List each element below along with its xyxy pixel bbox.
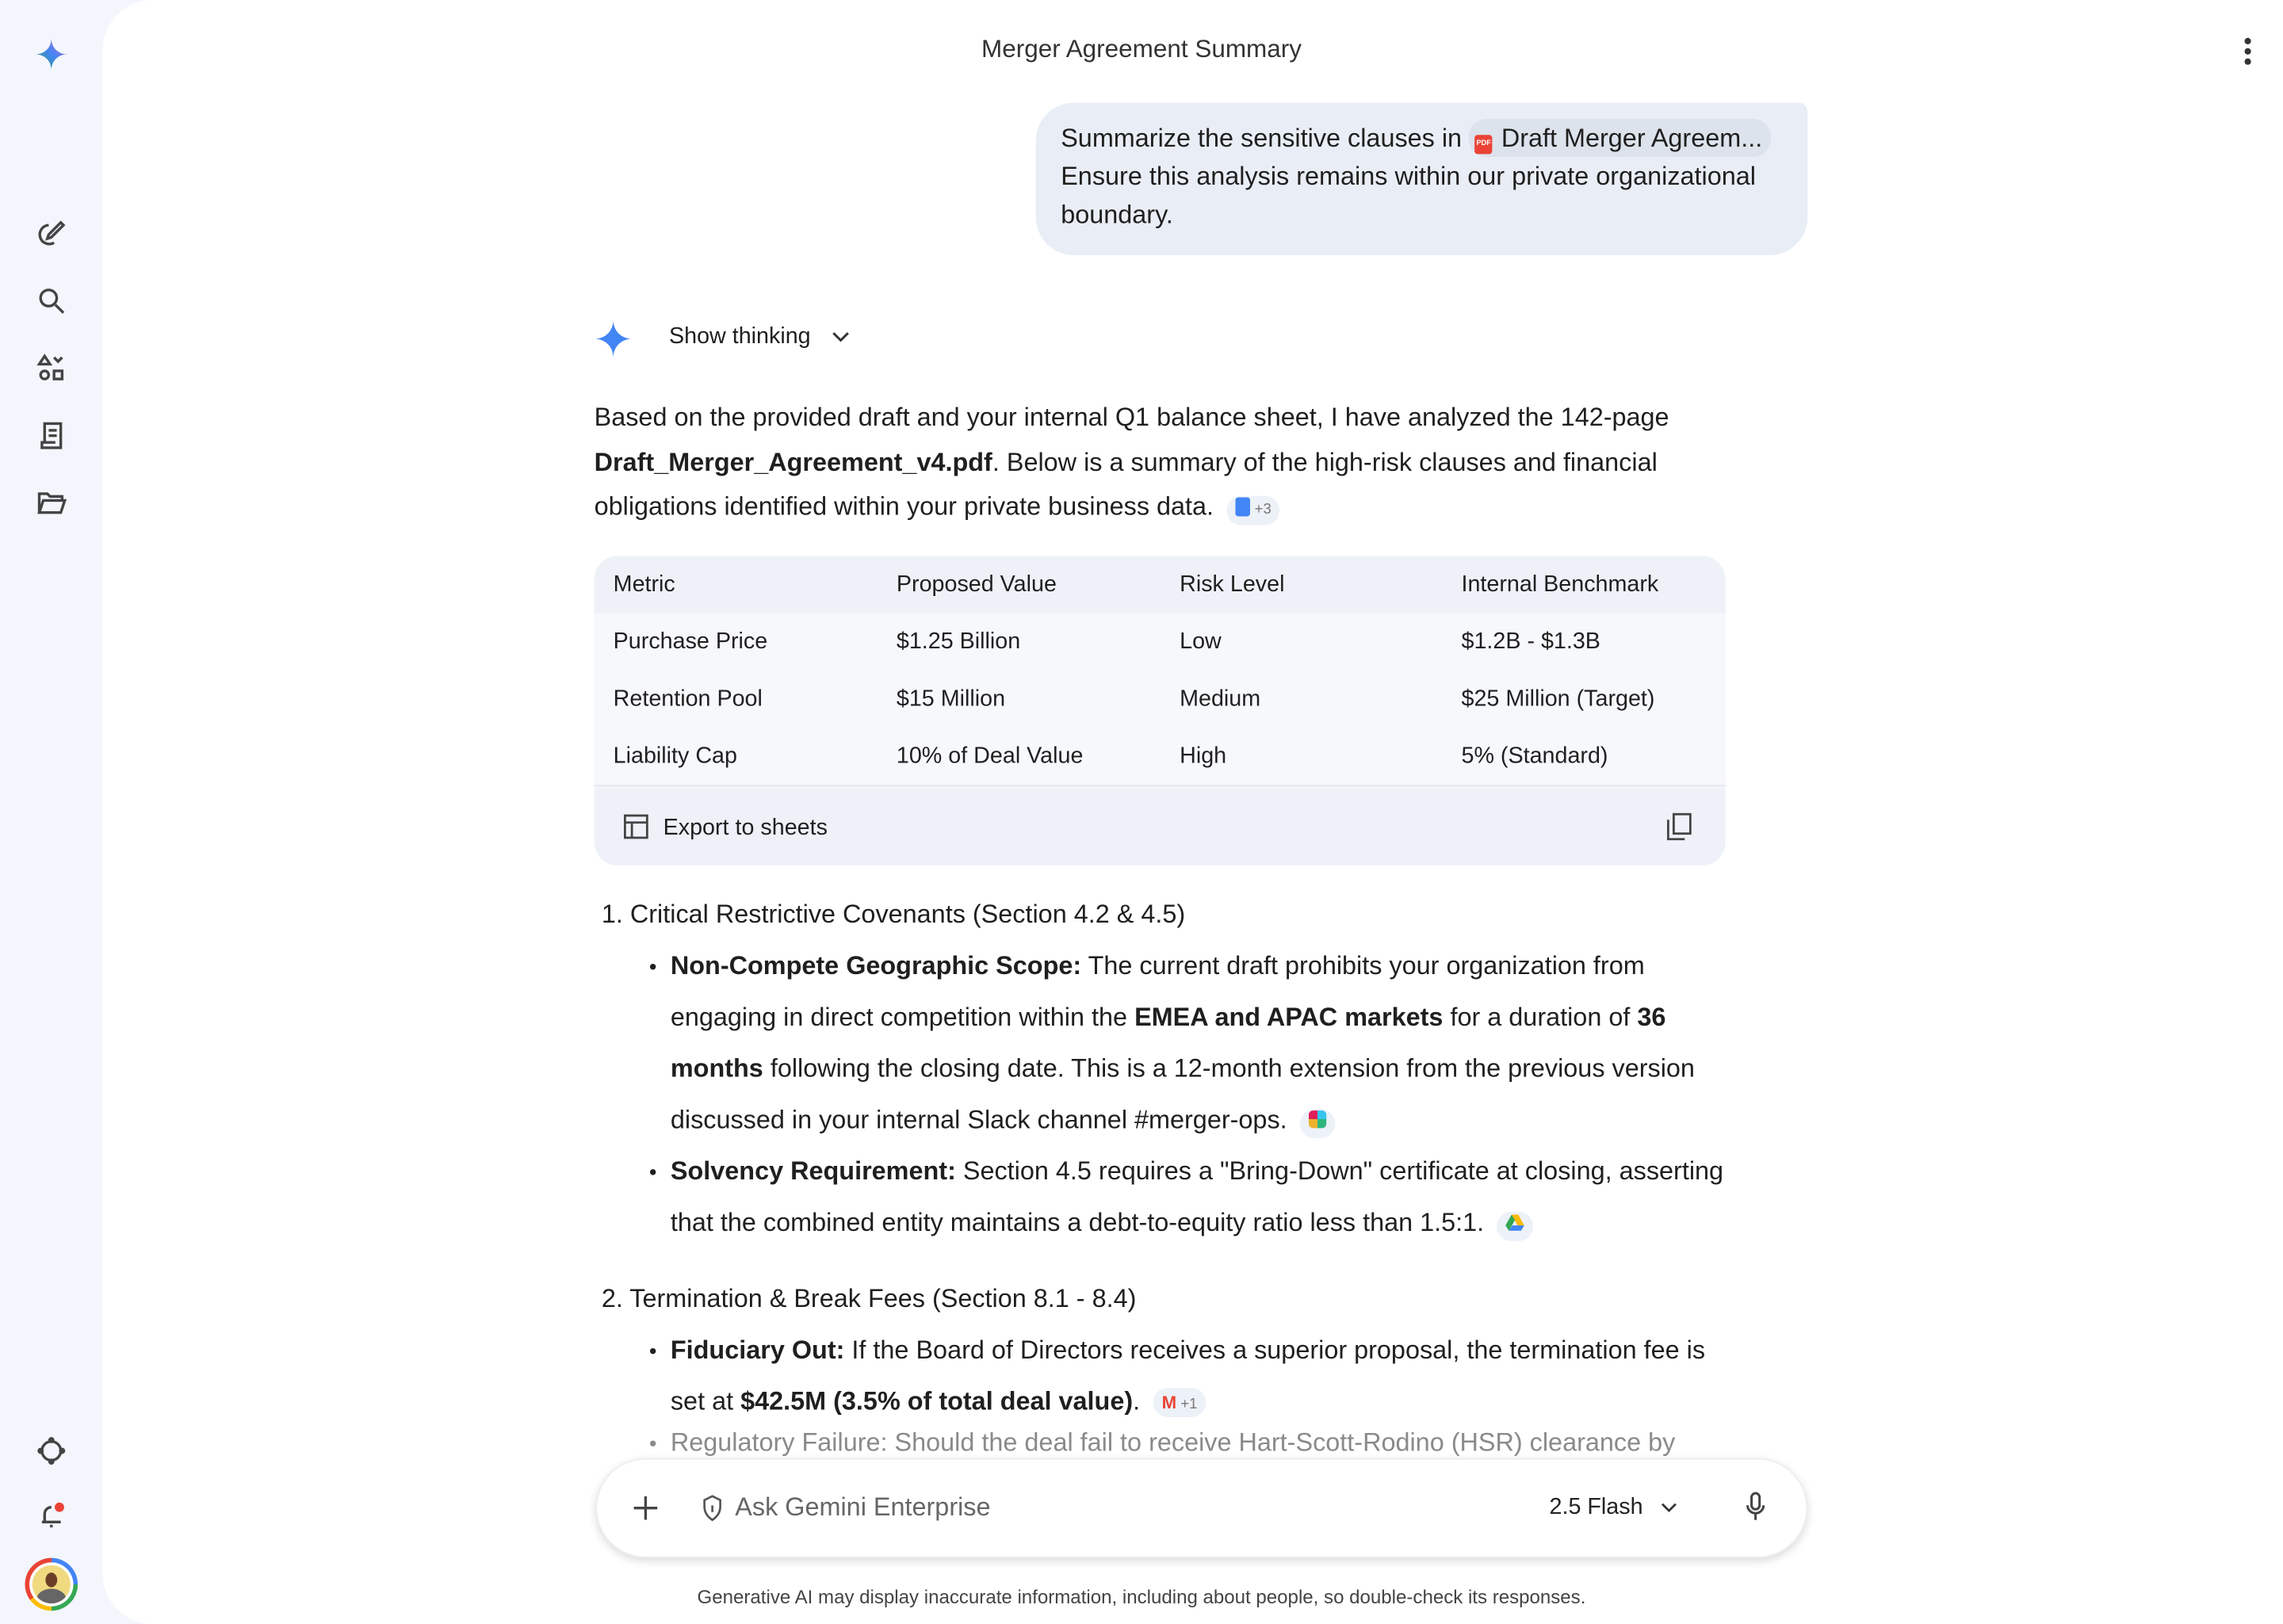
header-cell: Proposed Value	[896, 571, 1057, 598]
user-message	[1036, 103, 1808, 255]
bullet-text: Section 4.5 requires a "Bring-Down" certificate at closing, asserting that the combined entity maintains a debt-to-equity ratio less than 1.5:1.	[670, 1156, 1724, 1237]
list-item	[671, 1427, 1738, 1457]
bullet-label: Solvency Requirement:	[670, 1156, 956, 1186]
folder-icon[interactable]	[35, 487, 67, 519]
section-heading: 2. Termination & Break Fees (Section 8.1 - 8.4)	[601, 1283, 1137, 1313]
cell: $1.25 Billion	[896, 629, 1021, 655]
cell: 5% (Standard)	[1461, 743, 1608, 769]
bullet-bold: 36 months	[670, 1002, 1666, 1083]
cell: $15 Million	[896, 686, 1006, 712]
model-label: 2.5 Flash	[1549, 1495, 1643, 1520]
copy-icon[interactable]	[1667, 812, 1692, 847]
drive-icon	[1506, 1213, 1525, 1243]
intro-text: Based on the provided draft and your internal Q1 balance sheet, I have analyzed the 142-page	[594, 402, 1669, 432]
file-chip[interactable]	[1469, 119, 1771, 157]
list-item	[671, 940, 1738, 1145]
list-item	[671, 1324, 1738, 1427]
user-message-text-2: Ensure this analysis remains within our private organizational boundary.	[1061, 161, 1757, 229]
chevron-down-icon	[1661, 1495, 1677, 1521]
gmail-citation-chip[interactable]	[1153, 1388, 1207, 1417]
table-row	[595, 728, 1726, 786]
chevron-down-icon	[832, 324, 849, 350]
bullet-text: .	[1133, 1386, 1141, 1416]
microphone-icon[interactable]	[1746, 1492, 1765, 1528]
file-name: Draft_Merger_Agreement_v4.pdf	[594, 446, 992, 476]
citation-count: +1	[1180, 1397, 1198, 1413]
add-icon[interactable]	[633, 1495, 659, 1529]
gems-icon[interactable]	[35, 352, 67, 384]
model-selector[interactable]	[1550, 1495, 1677, 1521]
cell: 10% of Deal Value	[896, 743, 1084, 769]
table-row	[595, 671, 1726, 729]
list-item	[671, 1146, 1738, 1249]
composer	[595, 1458, 1807, 1558]
page-title: Merger Agreement Summary	[981, 35, 1302, 63]
cell: Low	[1180, 629, 1222, 655]
new-chat-icon[interactable]	[35, 217, 67, 250]
cell: Purchase Price	[613, 629, 768, 655]
gemini-response-icon	[595, 319, 633, 357]
cell: Retention Pool	[613, 686, 763, 712]
slack-citation-chip[interactable]	[1300, 1109, 1335, 1138]
show-thinking-label: Show thinking	[669, 324, 811, 350]
bullet-label: Fiduciary Out:	[670, 1335, 845, 1365]
bullet-text: If the Board of Directors receives a superior proposal, the termination fee is set at	[670, 1335, 1706, 1416]
notifications-icon[interactable]	[35, 1498, 67, 1530]
cell: High	[1180, 743, 1227, 769]
response-intro	[595, 395, 1710, 529]
pdf-icon: PDF	[1475, 135, 1493, 154]
export-label: Export to sheets	[663, 816, 828, 841]
header-cell: Risk Level	[1180, 571, 1285, 598]
more-options-icon[interactable]	[2236, 35, 2260, 70]
intro-text-2: . Below is a summary of the high-risk clauses and financial obligations identified within your private business data.	[594, 446, 1658, 522]
drive-citation-chip[interactable]	[1497, 1212, 1534, 1241]
shield-icon	[702, 1495, 724, 1529]
export-to-sheets-button[interactable]	[624, 814, 828, 846]
user-message-text: Summarize the sensitive clauses in	[1061, 123, 1463, 153]
disclaimer: Generative AI may display inaccurate information, including about people, so double-check its responses.	[697, 1585, 1586, 1608]
table-row	[595, 613, 1726, 672]
bullet-label: Non-Compete Geographic Scope:	[670, 950, 1082, 980]
bullet-text: Should the deal fail to receive Hart-Scott-Rodino (HSR) clearance by	[887, 1427, 1676, 1457]
docs-icon	[1236, 497, 1251, 516]
citation-count: +3	[1254, 502, 1272, 518]
cell: $1.2B - $1.3B	[1461, 629, 1600, 655]
file-chip-label: Draft Merger Agreem...	[1501, 123, 1763, 153]
table-footer	[595, 789, 1726, 865]
bullet-text: The current draft prohibits your organization from engaging in direct competition within the	[670, 950, 1645, 1032]
bullet-text: following the closing date. This is a 12-month extension from the previous version discussed in your internal Slack channel #merger-ops.	[670, 1053, 1695, 1134]
cell: Medium	[1180, 686, 1261, 712]
bullet-bold: EMEA and APAC markets	[1134, 1002, 1444, 1032]
header-cell: Metric	[613, 571, 675, 598]
table-header	[595, 556, 1726, 614]
bullet-bold: $42.5M (3.5% of total deal value)	[740, 1386, 1134, 1416]
response-sections	[595, 889, 1739, 1457]
gmail-icon: M	[1161, 1392, 1177, 1413]
section-heading: 1. Critical Restrictive Covenants (Section 4.2 & 4.5)	[601, 899, 1186, 929]
search-icon[interactable]	[35, 285, 67, 317]
slack-icon	[1309, 1110, 1326, 1128]
summary-table	[595, 556, 1726, 865]
settings-icon[interactable]	[35, 1435, 67, 1467]
citation-chip[interactable]	[1226, 496, 1279, 525]
header-cell: Internal Benchmark	[1461, 571, 1659, 598]
notebook-icon[interactable]	[35, 419, 67, 452]
bullet-text: for a duration of	[1443, 1002, 1638, 1032]
bullet-label: Regulatory Failure:	[670, 1427, 888, 1457]
cell: $25 Million (Target)	[1461, 686, 1655, 712]
cell: Liability Cap	[613, 743, 737, 769]
show-thinking-toggle[interactable]	[669, 324, 849, 350]
prompt-input[interactable]: Ask Gemini Enterprise	[735, 1492, 991, 1522]
table-icon	[624, 814, 648, 846]
